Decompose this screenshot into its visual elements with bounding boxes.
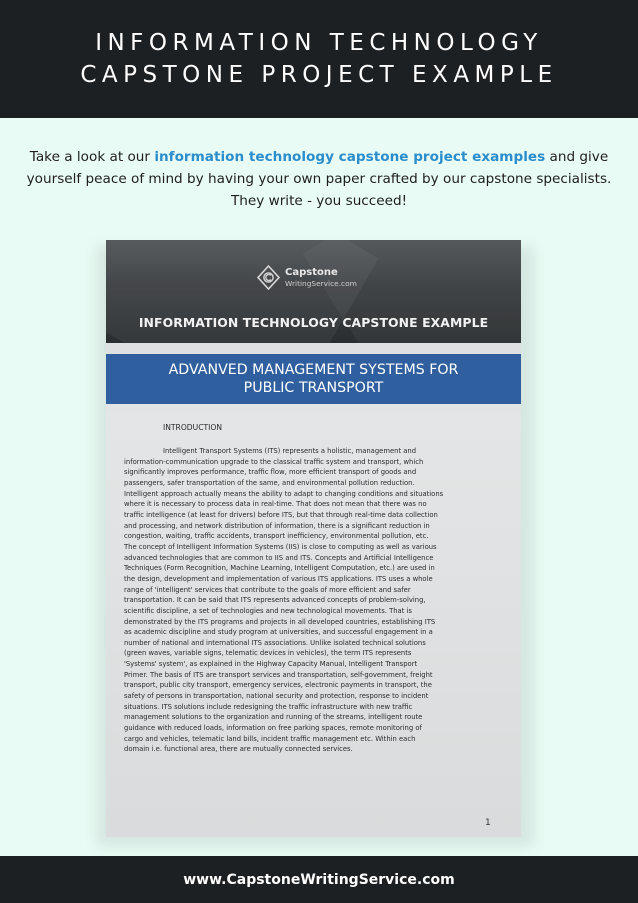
- body-line: information-communication upgrade to the classical traffic system and transport, which: [124, 457, 424, 466]
- body-line: Intelligent Transport Systems (ITS) represents a holistic, management and: [163, 447, 417, 455]
- logo-name: Capstone: [285, 266, 338, 278]
- page-title-line-2: CAPSTONE PROJECT EXAMPLE: [80, 62, 558, 88]
- body-line: transport, public city transport, emergency services, electronic payments in transport, the: [124, 681, 432, 690]
- body-line: significantly improves performance, traffic flow, more efficient transport of goods and: [124, 468, 417, 477]
- header-banner: [0, 0, 638, 118]
- body-line: the design, development and implementation of various ITS applications. ITS uses a whole: [124, 574, 433, 583]
- body-line: as academic discipline and study program at universities, and successful engagement in a: [124, 628, 433, 637]
- logo-domain: WritingService.com: [285, 278, 357, 288]
- body-line: (green waves, variable signs, telematic devices in vehicles), the term ITS represents: [124, 649, 412, 658]
- document-body: [124, 446, 509, 755]
- body-line: safety of persons in transportation, national security and protection, response to incident: [124, 692, 429, 701]
- intro-paragraph: [20, 146, 618, 212]
- body-line: passengers, safer transportation of the same, and environmental pollution reduction.: [124, 478, 415, 487]
- document-title: INFORMATION TECHNOLOGY CAPSTONE EXAMPLE: [138, 315, 489, 330]
- body-line: 'Systems' system', as explained in the Highway Capacity Manual, Intelligent Transport: [124, 660, 418, 669]
- capstone-examples-link[interactable]: information technology capstone project examples: [154, 149, 546, 165]
- document-preview: [106, 240, 521, 837]
- intro-text-start: Take a look at our: [29, 149, 155, 165]
- body-line: situations. ITS solutions include redesigning the traffic infrastructure with new traffic: [124, 702, 413, 711]
- footer-banner: [0, 856, 638, 903]
- body-line: traffic intelligence (at least for drivers) before ITS, but that through real-time data collection: [124, 510, 438, 519]
- body-line: guidance with reduced loads, information on free parking spaces, remote monitoring of: [124, 724, 422, 733]
- intro-text-end: and give yourself peace of mind by having your own paper crafted by our capstone specialists. They write - you succeed!: [26, 149, 612, 209]
- topic-line-1: ADVANVED MANAGEMENT SYSTEMS FOR: [168, 362, 459, 378]
- capstone-logo: [256, 265, 357, 290]
- body-line: transportation. It can be said that ITS represents advanced concepts of problem-solving,: [124, 596, 426, 605]
- document-header: [106, 240, 521, 343]
- body-line: and processing, and network distribution of information, there is a significant reduction in: [124, 521, 430, 530]
- topic-line-2: PUBLIC TRANSPORT: [243, 380, 384, 396]
- page-title-line-1: INFORMATION TECHNOLOGY: [95, 30, 543, 56]
- body-line: domain i.e. functional area, there are mutually connected services.: [124, 745, 353, 754]
- body-line: Primer. The basis of ITS are transport services and transportation, self-government, freight: [124, 670, 433, 679]
- body-line: range of 'intelligent' services that contribute to the goals of more efficient and safer: [124, 585, 411, 594]
- body-line: cargo and vehicles, telematic land bills, incident traffic management etc. Within each: [124, 734, 416, 743]
- body-line: The concept of Intelligent Information Systems (IIS) is close to computing as well as various: [124, 542, 437, 551]
- body-line: management solutions to the organization and running of the streams, intelligent route: [124, 713, 423, 722]
- body-line: Techniques (Form Recognition, Machine Learning, Intelligent Computation, etc.) are used in: [124, 564, 435, 573]
- website-link[interactable]: www.CapstoneWritingService.com: [183, 871, 455, 888]
- section-heading: INTRODUCTION: [163, 423, 223, 432]
- page-number: 1: [485, 818, 491, 828]
- body-line: where it is necessary to process data in real-time. That does not mean that there was no: [124, 500, 427, 509]
- body-line: scientific discipline, a set of technologies and new technological movements. That is: [124, 606, 412, 615]
- body-line: advanced technologies that are common to IIS and ITS. Concepts and Artificial Intelligence: [124, 553, 434, 562]
- capstone-logo-icon: [256, 265, 281, 290]
- body-line: Intelligent approach actually means the ability to adapt to changing conditions and situations: [124, 489, 444, 498]
- body-line: demonstrated by the ITS programs and projects in all developed countries, establishing ITS: [124, 617, 436, 626]
- body-line: number of national and international ITS associations. Unlike isolated technical solutions: [124, 638, 426, 647]
- document-topic-banner: [106, 354, 521, 404]
- body-line: congestion, waiting, traffic accidents, transport inefficiency, environmental pollution, etc.: [124, 532, 429, 541]
